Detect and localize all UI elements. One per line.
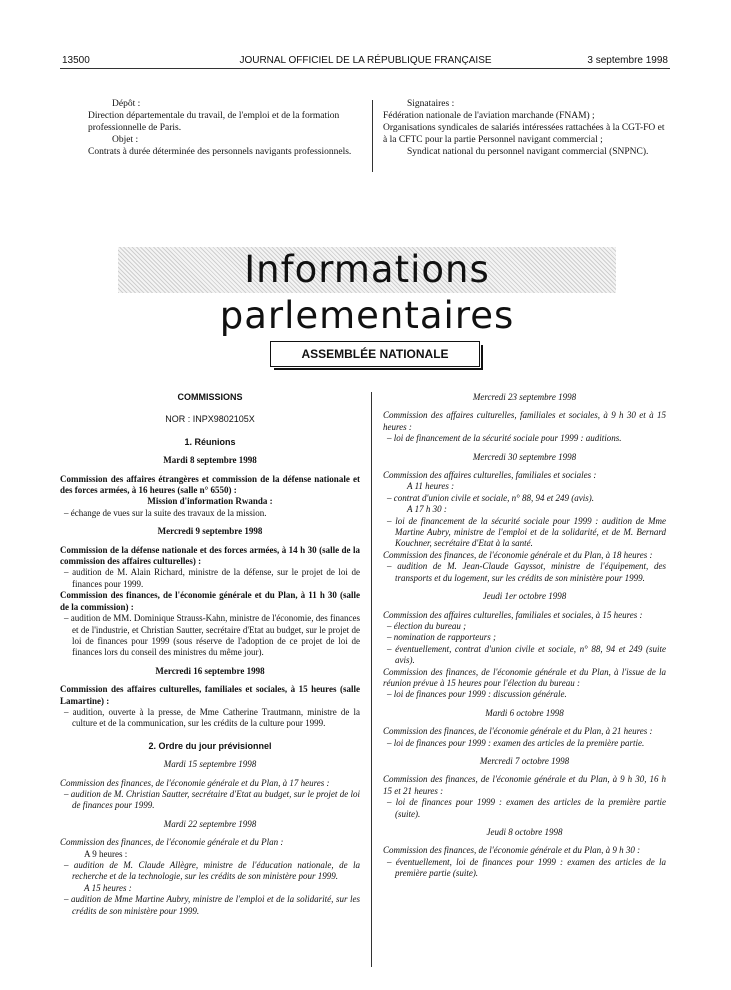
top-right-paragraph: Fédération nationale de l'aviation marchande (FNAM) ; (383, 111, 595, 121)
top-right-paragraph: Syndicat national du personnel navigant commercial (SNPNC). (407, 147, 649, 157)
left-column-paragraph: Mission d'information Rwanda : (147, 496, 273, 507)
right-column-paragraph: Commission des affaires culturelles, familiales et sociales, à 9 h 30 et à 15 heures : (383, 410, 666, 432)
right-column (383, 392, 666, 880)
issue-date: 3 septembre 1998 (587, 55, 668, 66)
top-left-paragraph: Contrats à durée déterminée des personnels navigants professionnels. (88, 147, 352, 157)
top-right-block (383, 98, 666, 158)
right-column-paragraph: Jeudi 8 octobre 1998 (486, 827, 563, 837)
left-column-paragraph: Mercredi 16 septembre 1998 (155, 665, 265, 676)
top-right-paragraph: Signataires : (407, 99, 455, 109)
right-column-paragraph: – loi de finances pour 1999 : examen des articles de la première partie. (387, 737, 645, 748)
right-column-paragraph: Commission des finances, de l'économie générale et du Plan, à 9 h 30 : (383, 845, 641, 856)
left-column-paragraph: Commission des finances, de l'économie générale et du Plan : (60, 837, 284, 848)
right-column-paragraph: Mercredi 7 octobre 1998 (479, 755, 570, 766)
section-banner (118, 247, 616, 337)
left-column-paragraph: Mardi 8 septembre 1998 (163, 455, 257, 466)
left-column-paragraph: COMMISSIONS (177, 392, 243, 402)
right-column-paragraph: – éventuellement, loi de finances pour 1999 : examen des articles de la première partie (suite). (387, 856, 666, 879)
top-left-paragraph: Dépôt : (112, 99, 141, 109)
right-column-paragraph: Commission des finances, de l'économie générale et du Plan, à 9 h 30, 16 h 15 et 21 heures : (383, 774, 666, 796)
left-column-paragraph: Mercredi 9 septembre 1998 (157, 526, 263, 537)
left-column-paragraph: Commission des affaires culturelles, familiales et sociales, à 15 heures (salle Lamartine) : (60, 684, 360, 706)
right-column-paragraph: Mercredi 30 septembre 1998 (472, 451, 577, 462)
right-column-paragraph: – contrat d'union civile et sociale, n° 88, 94 et 249 (avis). (387, 492, 594, 503)
right-column-paragraph: – loi de financement de la sécurité sociale pour 1999 : auditions. (387, 433, 622, 444)
left-column-paragraph: – audition de MM. Dominique Strauss-Kahn, ministre de l'économie, des finances et de l'industrie, et Christian Sautter, secrétaire d'Etat au budget, sur le projet de loi de finances pour 1999 (sous réserve de l'adoption de ce projet de loi de finances lors du conseil des ministres du même jour). (64, 613, 360, 658)
assemblee-nationale-box: ASSEMBLÉE NATIONALE (270, 341, 480, 367)
page-number: 13500 (62, 55, 90, 66)
top-left-paragraph: Objet : (112, 135, 139, 145)
left-column-paragraph: – audition, ouverte à la presse, de Mme Catherine Trautmann, ministre de la culture et de la communication, sur les crédits de la culture pour 1999. (64, 706, 360, 729)
top-left-block (88, 98, 365, 158)
left-column-paragraph: Commission de la défense nationale et des forces armées, à 14 h 30 (salle de la commission des affaires culturelles) : (60, 544, 360, 567)
right-column-paragraph: – nomination de rapporteurs ; (387, 632, 496, 643)
right-column-paragraph: – loi de finances pour 1999 : discussion générale. (387, 689, 567, 700)
right-column-paragraph: Mercredi 23 septembre 1998 (472, 392, 577, 402)
left-column-paragraph: Commission des finances, de l'économie générale et du Plan, à 11 h 30 (salle de la commission) : (60, 590, 360, 612)
right-column-paragraph: – éventuellement, contrat d'union civile et sociale, n° 88, 94 et 249 (suite avis). (387, 643, 666, 666)
right-column-paragraph: A 11 heures : (407, 481, 455, 492)
right-column-paragraph: – élection du bureau ; (387, 620, 467, 631)
left-column-paragraph: Commission des finances, de l'économie générale et du Plan, à 17 heures : (60, 777, 330, 788)
left-column-paragraph: – audition de Mme Martine Aubry, ministre de l'emploi et de la solidarité, sur les crédits de son ministère pour 1999. (64, 894, 360, 916)
left-column-paragraph: – audition de M. Christian Sautter, secrétaire d'Etat au budget, sur le projet de loi de finances pour 1999. (64, 788, 360, 811)
right-column-paragraph: Commission des finances, de l'économie générale et du Plan, à 21 heures : (383, 726, 653, 737)
left-column-paragraph: – échange de vues sur la suite des travaux de la mission. (64, 507, 267, 518)
right-column-paragraph: – audition de M. Jean-Claude Gayssot, ministre de l'équipement, des transports et du logement, sur les crédits de son ministère pour 1999. (387, 561, 666, 583)
left-column-paragraph: 2. Ordre du jour prévisionnel (148, 740, 272, 751)
column-divider (372, 100, 373, 172)
banner-title: Informations parlementaires (219, 248, 515, 337)
left-column-paragraph: A 9 heures : (84, 848, 128, 859)
left-column-paragraph: – audition de M. Alain Richard, ministre de la défense, sur le projet de loi de finances pour 1999. (64, 567, 360, 589)
right-column-paragraph: Jeudi 1er octobre 1998 (482, 591, 567, 602)
right-column-paragraph: A 17 h 30 : (407, 504, 447, 515)
right-column-paragraph: Mardi 6 octobre 1998 (485, 707, 564, 718)
left-column (60, 392, 360, 917)
left-column-paragraph: 1. Réunions (184, 436, 236, 447)
left-column-paragraph: Mardi 15 septembre 1998 (163, 759, 257, 770)
journal-title: JOURNAL OFFICIEL DE LA RÉPUBLIQUE FRANÇAISE (239, 55, 492, 66)
top-left-paragraph: Direction départementale du travail, de l'emploi et de la formation professionnelle de Paris. (88, 111, 340, 133)
top-right-paragraph: Organisations syndicales de salariés intéressées rattachées à la CGT-FO et à la CFTC pour la partie Personnel navigant commercial ; (383, 123, 665, 145)
left-column-paragraph: NOR : INPX9802105X (165, 414, 255, 425)
left-column-paragraph: – audition de M. Claude Allègre, ministre de l'éducation nationale, de la recherche et de la technologie, sur les crédits de son ministère pour 1999. (64, 860, 360, 882)
right-column-paragraph: – loi de finances pour 1999 : examen des articles de la première partie (suite). (387, 797, 666, 819)
column-divider-main (371, 392, 372, 967)
right-column-paragraph: Commission des affaires culturelles, familiales et sociales : (383, 470, 597, 481)
left-column-paragraph: A 15 heures : (84, 882, 132, 893)
left-column-paragraph: Commission des affaires étrangères et commission de la défense nationale et des forces armées, à 16 heures (salle n° 6550) : (60, 473, 360, 496)
right-column-paragraph: Commission des finances, de l'économie générale et du Plan, à l'issue de la réunion prévue à 15 heures pour l'élection du bureau : (383, 666, 666, 688)
left-column-paragraph: Mardi 22 septembre 1998 (163, 818, 257, 829)
right-column-paragraph: Commission des affaires culturelles, familiales et sociales, à 15 heures : (383, 609, 643, 620)
right-column-paragraph: – loi de financement de la sécurité sociale pour 1999 : audition de Mme Martine Aubry, ministre de l'emploi et de la solidarité, et de M. Bernard Kouchner, secrétaire d'Etat à la santé. (387, 515, 666, 549)
right-column-paragraph: Commission des finances, de l'économie générale et du Plan, à 18 heures : (383, 549, 653, 560)
header-rule (60, 68, 670, 69)
